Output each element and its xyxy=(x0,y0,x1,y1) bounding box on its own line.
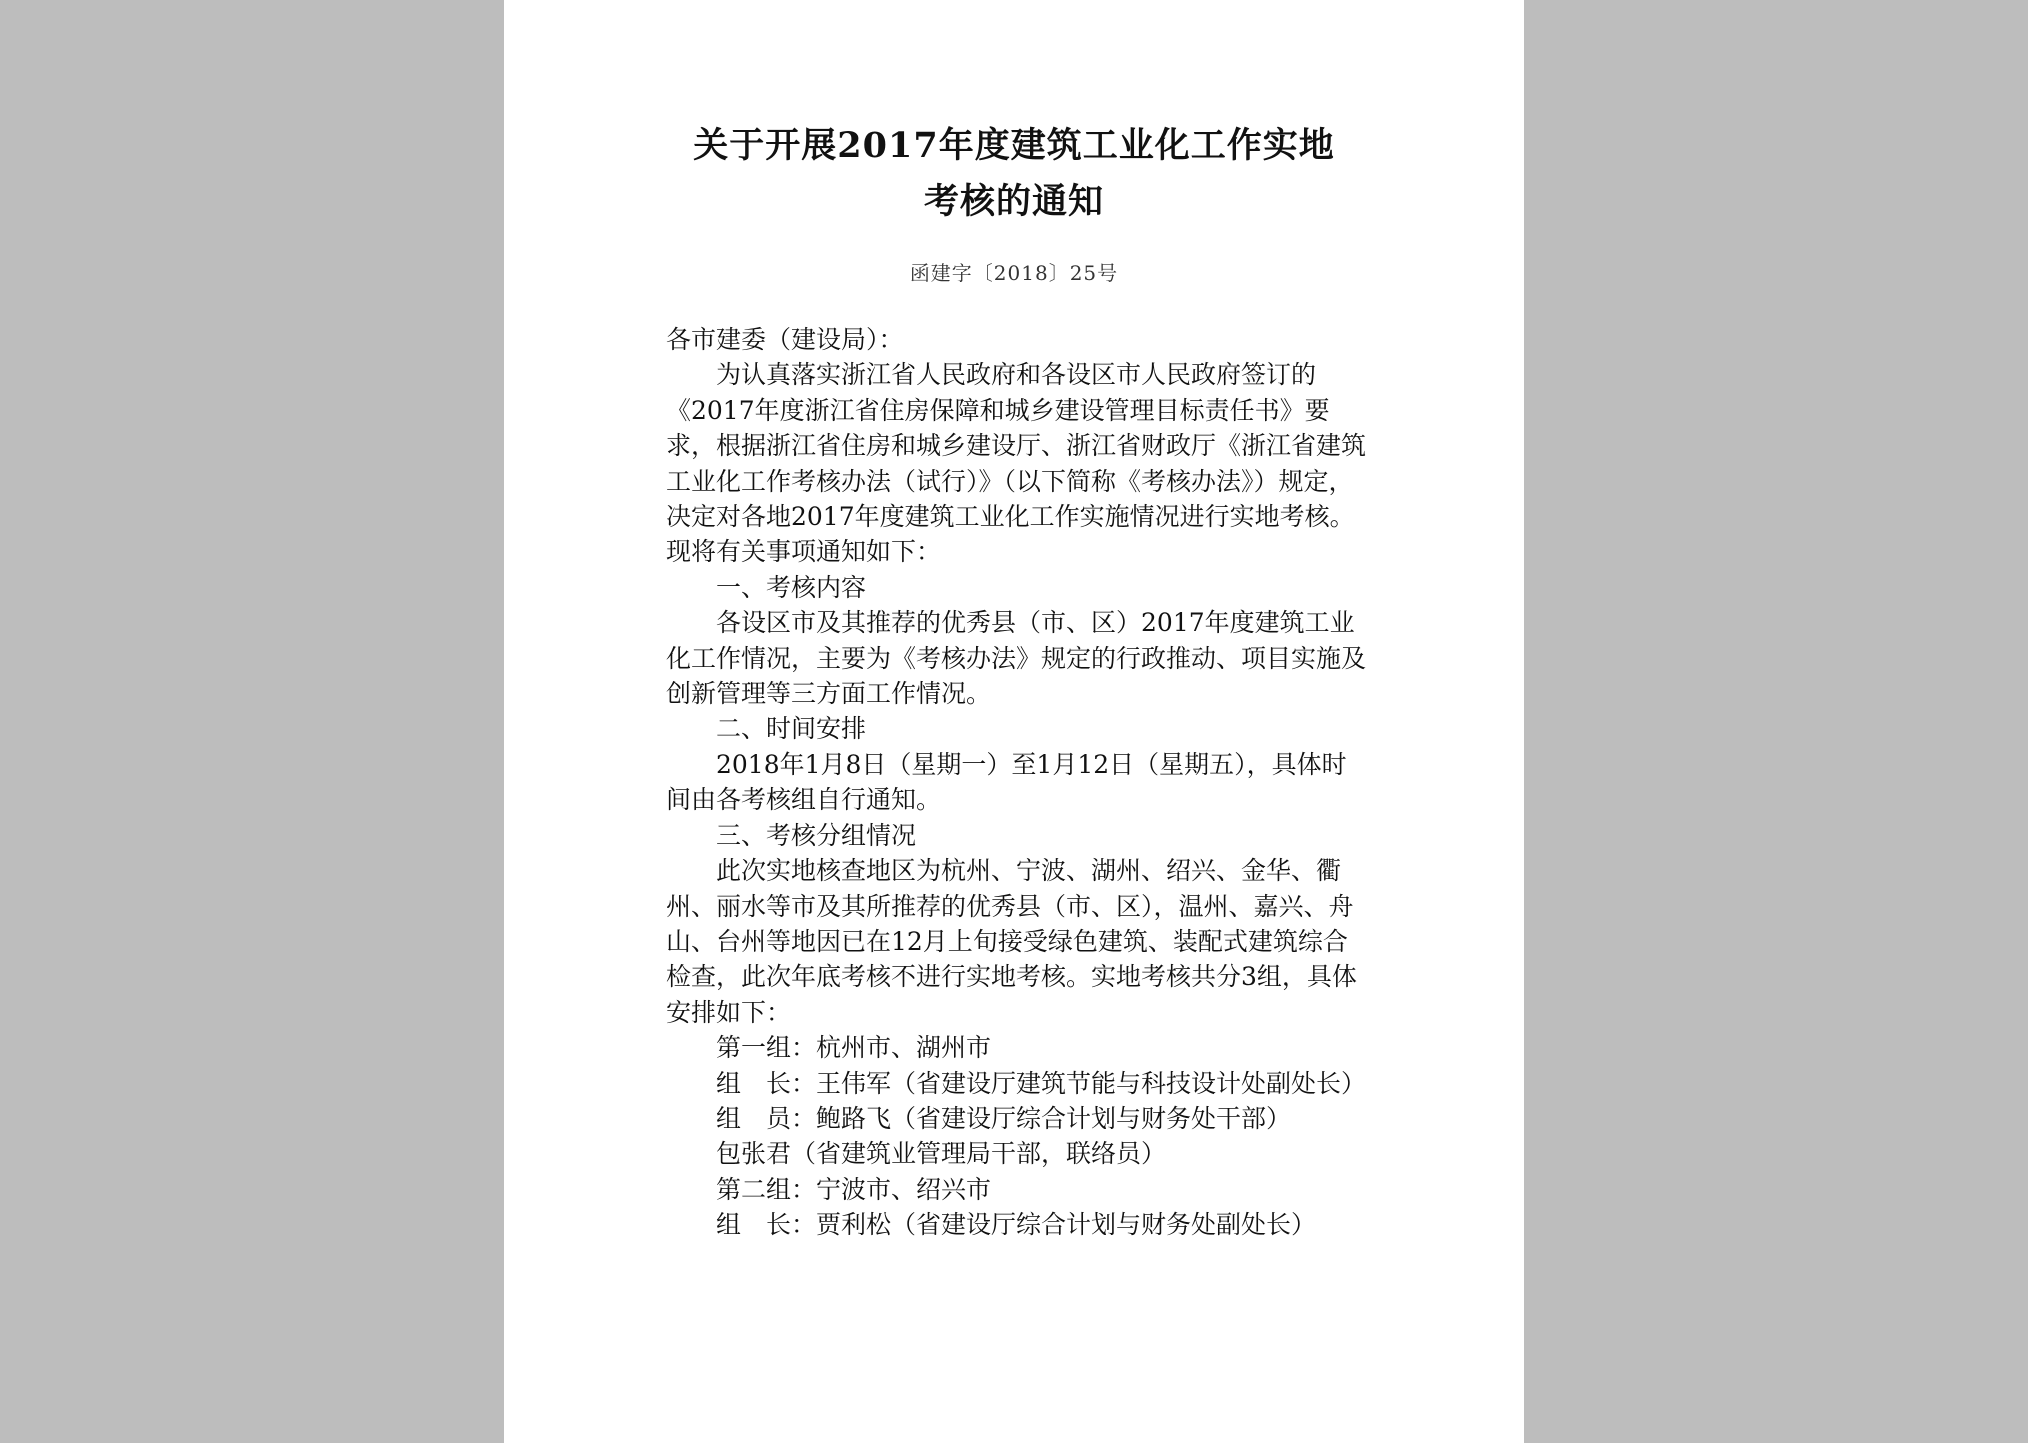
document-title xyxy=(504,118,1524,230)
intro-paragraph: 为认真落实浙江省人民政府和各设区市人民政府签订的《2017年度浙江省住房保障和城乡建设管理目标责任书》要求，根据浙江省住房和城乡建设厅、浙江省财政厅《浙江省建筑工业化工作考核办法（试行）》（以下简称《考核办法》）规定，决定对各地2017年度建筑工业化工作实施情况进行实地考核。现将有关事项通知如下： xyxy=(666,360,1367,567)
section-schedule-paragraph: 2018年1月8日（星期一）至1月12日（星期五），具体时间由各考核组自行通知。 xyxy=(666,749,1347,815)
group-2-title: 第二组：宁波市、绍兴市 xyxy=(716,1174,992,1204)
salutation: 各市建委（建设局）： xyxy=(666,325,904,354)
document-body xyxy=(666,322,1366,1243)
group-1-title: 第一组：杭州市、湖州市 xyxy=(716,1033,992,1063)
group-2-leader: 组 长：贾利松（省建设厅综合计划与财务处副处长） xyxy=(716,1210,1317,1240)
group-1-leader: 组 长：王伟军（省建设厅建筑节能与科技设计处副处长） xyxy=(716,1068,1367,1098)
section-groups-paragraph: 此次实地核查地区为杭州、宁波、湖州、绍兴、金华、衢州、丽水等市及其所推荐的优秀县（市、区），温州、嘉兴、舟山、台州等地因已在12月上旬接受绿色建筑、装配式建筑综合检查，此次年底考核不进行实地考核。实地考核共分3组，具体安排如下： xyxy=(666,856,1357,1027)
group-1-member: 包张君（省建筑业管理局干部，联络员） xyxy=(716,1139,1167,1169)
document-number: 函建字〔2018〕25号 xyxy=(909,261,1119,285)
section-content-paragraph: 各设区市及其推荐的优秀县（市、区）2017年度建筑工业化工作情况，主要为《考核办法》规定的行政推动、项目实施及创新管理等三方面工作情况。 xyxy=(666,608,1367,709)
section-heading-content: 一、考核内容 xyxy=(716,572,867,602)
section-heading-groups: 三、考核分组情况 xyxy=(716,820,917,850)
title-line-1: 关于开展2017年度建筑工业化工作实地 xyxy=(693,125,1335,166)
title-line-2: 考核的通知 xyxy=(923,181,1104,222)
group-1-member: 组 员：鲍路飞（省建设厅综合计划与财务处干部） xyxy=(716,1103,1292,1133)
document-page xyxy=(504,0,1524,1443)
section-heading-schedule: 二、时间安排 xyxy=(716,714,867,744)
